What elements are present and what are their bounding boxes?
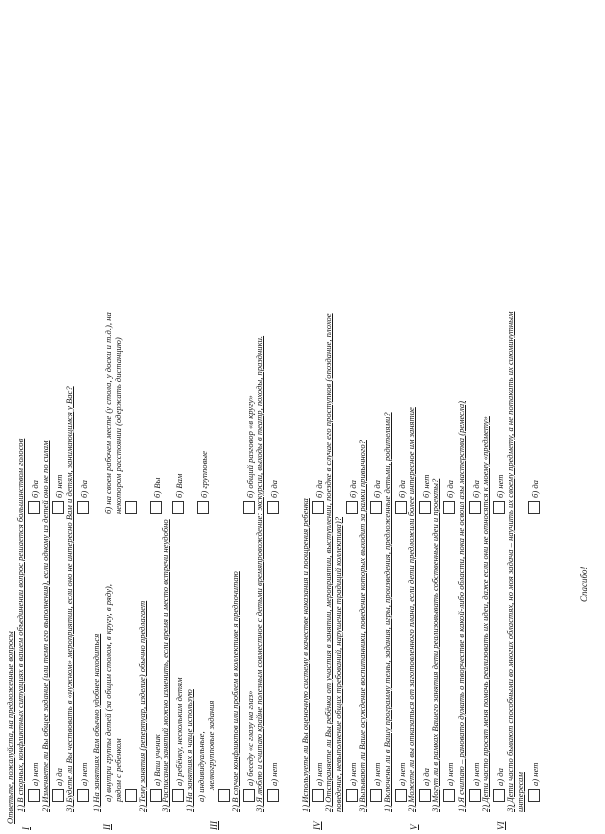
option-b[interactable]: б) Вам — [172, 474, 184, 514]
option-b-cont: некотором расстоянии (одержать дистанцию) — [113, 337, 123, 514]
question-text: 1) В спорных, конфликтных ситуациях в вашем объединении вопрос решается большинством голосов — [15, 438, 25, 812]
question-text: 2) Отстраняете ли Вы ребёнка от участия в занятии, мероприятии, выступлении, поездке в случае его проступков (опоздание, плохое — [323, 313, 333, 812]
section-roman-v: V — [409, 824, 419, 830]
question-text: 3) Могут ли в рамках Вашего занятия дети реализовывать собственные идеи и проекты? — [430, 478, 440, 812]
checkbox[interactable] — [267, 789, 279, 802]
option-a[interactable]: а) да — [52, 768, 64, 802]
option-b[interactable]: б) общий разговор «в кругу» — [243, 395, 255, 514]
option-a[interactable]: а) нет — [346, 763, 358, 802]
checkbox[interactable] — [493, 789, 505, 802]
section-roman-iv: IV — [312, 821, 322, 830]
option-b[interactable]: б) да — [469, 480, 481, 514]
checkbox[interactable] — [52, 501, 64, 514]
question-text-cont: поведение, невыполнение общих требований, нарушение традиций коллектива)? — [333, 516, 343, 812]
checkbox[interactable] — [150, 501, 162, 514]
checkbox[interactable] — [52, 789, 64, 802]
option-a[interactable]: а) да — [419, 768, 431, 802]
option-b[interactable]: б) нет — [52, 474, 64, 514]
checkbox[interactable] — [28, 501, 40, 514]
option-b[interactable]: б) Вы — [150, 478, 162, 514]
thanks-note: Спасибо! — [579, 566, 589, 602]
option-b[interactable]: б) да — [312, 480, 324, 514]
checkbox[interactable] — [172, 501, 184, 514]
option-a-cont: мелкогрупповые задания — [206, 700, 216, 790]
option-a[interactable]: а) Ваш ученик — [150, 734, 162, 802]
option-b[interactable]: б) да — [28, 480, 40, 514]
option-a[interactable]: а) нет — [469, 763, 481, 802]
option-a[interactable]: а) нет — [443, 763, 455, 802]
checkbox[interactable] — [218, 789, 230, 802]
option-b[interactable]: б) групповые — [197, 451, 209, 514]
option-b[interactable]: б) да — [370, 480, 382, 514]
question-text: 3) Я люблю и считаю крайне полезным совместное с детьми времяпровождение: экскурсии, выходы в театр, походы, праздники. — [254, 335, 264, 812]
question-text: 1) Я считаю – рановато думать о творчестве в какой-либо области, пока не освоил азы мастерства (ремесла) — [456, 401, 466, 812]
section-roman-iii: III — [209, 821, 219, 830]
checkbox[interactable] — [370, 789, 382, 802]
checkbox[interactable] — [125, 501, 137, 514]
option-b[interactable]: б) да — [443, 480, 455, 514]
option-b[interactable]: б) да — [528, 480, 540, 514]
option-a[interactable]: а) ребёнку, нескольким детям — [172, 677, 184, 802]
checkbox[interactable] — [172, 789, 184, 802]
question-text: 3) Расписание занятий можно изменить, если время и место встречи неудобно — [160, 519, 170, 812]
question-text-cont: интересам — [515, 772, 525, 812]
option-b[interactable]: б) да — [77, 480, 89, 514]
question-text: 3) Дети часто бывают способными во многих областях, но моя задача – научить их своему предмету, а не потакать их сиюминутным — [505, 311, 515, 812]
option-a[interactable]: а) да — [493, 768, 505, 802]
checkbox-b[interactable] — [125, 498, 137, 514]
question-text: 3) Вызывают ли Ваше осуждение воспитанники, поведение которых выходит за рамки привычного? — [357, 440, 367, 812]
checkbox[interactable] — [197, 501, 209, 514]
option-b[interactable]: б) да — [346, 480, 358, 514]
option-a[interactable]: а) беседу «с глазу на глаз» — [243, 691, 255, 802]
checkbox[interactable] — [77, 501, 89, 514]
question-text: 1) Включены ли в Вашу программу темы, задания, игры, произведения, предложенные детьми, родителями? — [382, 412, 392, 812]
question-text: 2) Изменяете ли Вы общее задание (или темп его выполнения), если одному из детей оно не по силам — [40, 440, 50, 812]
question-text: 2) Дети часто просят меня помочь реализовать их идеи, даже если они не относятся к моему «предмету» — [480, 416, 490, 812]
checkbox[interactable] — [528, 789, 540, 802]
section-roman-ii: II — [102, 824, 112, 830]
checkbox[interactable] — [443, 501, 455, 514]
option-a[interactable]: а) нет — [77, 763, 89, 802]
option-b[interactable]: б) да — [267, 480, 279, 514]
checkbox-a[interactable] — [125, 786, 137, 802]
option-a[interactable]: а) нет — [528, 763, 540, 802]
option-a[interactable]: а) нет — [312, 763, 324, 802]
option-a[interactable]: а) нет — [395, 763, 407, 802]
option-b[interactable]: б) да — [395, 480, 407, 514]
option-a[interactable]: а) нет — [267, 763, 279, 802]
option-a-cont: рядом с ребенком — [113, 738, 123, 802]
checkbox[interactable] — [267, 501, 279, 514]
option-a[interactable]: а) нет — [28, 763, 40, 802]
question-text: 2) В случае конфликтов или проблем в коллективе я предпочитаю — [230, 571, 240, 812]
question-text: 1) На занятиях я чаще использую — [184, 689, 194, 812]
checkbox[interactable] — [125, 789, 137, 802]
question-text: 1) Используете ли Вы оценочную систему в качестве наказания и поощрения ребенка — [300, 498, 310, 812]
question-text: 2) Тему занятия (репертуар, изделие) обычно предлагает — [137, 600, 147, 812]
checkbox[interactable] — [370, 501, 382, 514]
checkbox[interactable] — [77, 789, 89, 802]
option-a[interactable]: а) нет — [370, 763, 382, 802]
option-b[interactable]: б) нет — [419, 474, 431, 514]
page-header: Ответьте, пожалуйста, на предложенные вопросы — [5, 631, 15, 824]
checkbox[interactable] — [493, 501, 505, 514]
section-roman-vi: VI — [496, 821, 506, 830]
option-b[interactable]: б) на своем рабочем месте (у стола, у доски и т.д.), на — [103, 312, 113, 514]
option-a[interactable]: а) индивидуальные, — [196, 731, 206, 802]
section-roman-i: I — [21, 827, 31, 830]
checkbox[interactable] — [28, 789, 40, 802]
checkbox-a[interactable] — [218, 786, 230, 802]
option-b[interactable]: б) нет — [493, 474, 505, 514]
checkbox[interactable] — [528, 501, 540, 514]
option-a[interactable]: а) внутри группы детей (за общим столом, в кругу, в ряду), — [103, 584, 113, 802]
question-text: 1) На занятиях Вам обычно удобнее находиться — [91, 633, 101, 812]
checkbox[interactable] — [443, 789, 455, 802]
question-text: 2) Можете ли вы отказаться от заготовленного плана, если дети предложили более интересное им занятие — [406, 407, 416, 812]
question-text: 3) Будете ли Вы чествовать в «нужном» мероприятии, если оно не интересно Вам и детям, занимающимся у Вас? — [64, 386, 74, 812]
